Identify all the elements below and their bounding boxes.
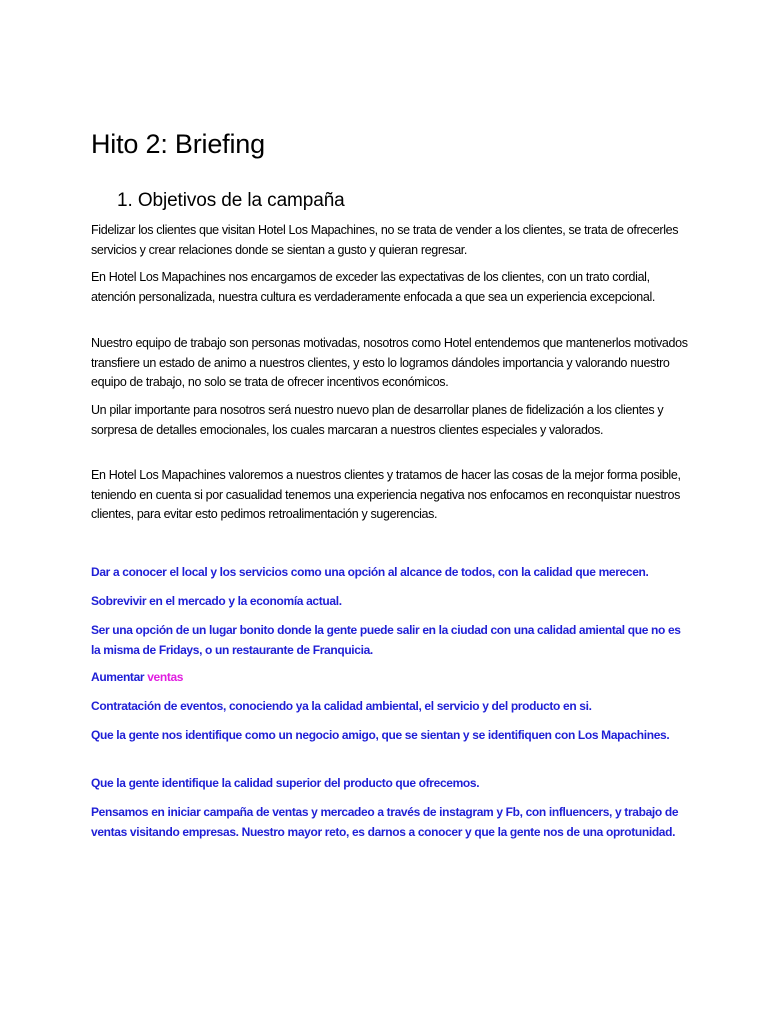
objective-item: Contratación de eventos, conociendo ya la calidad ambiental, el servicio y del producto en si. xyxy=(91,699,592,713)
intro-paragraph-4: Un pilar importante para nosotros será nuestro nuevo plan de desarrollar planes de fidelización a los clientes y sorpresa de detalles emocionales, los cuales marcaran a nuestros clientes especiales y valorados. xyxy=(91,403,664,437)
objective-item: Que la gente identifique la calidad superior del producto que ofrecemos. xyxy=(91,776,480,790)
objective-item: Ser una opción de un lugar bonito donde la gente puede salir en la ciudad con una calidad amiental que no es la misma de Fridays, o un restaurante de Franquicia. xyxy=(91,623,681,657)
intro-paragraph-5: En Hotel Los Mapachines valoremos a nuestros clientes y tratamos de hacer las cosas de la mejor forma posible, teniendo en cuenta si por casualidad tenemos una experiencia negativa nos enfocamos en reconquistar nuestros clientes, para evitar esto pedimos retroalimentación y sugerencias. xyxy=(91,468,681,521)
intro-paragraph-2: En Hotel Los Mapachines nos encargamos de exceder las expectativas de los clientes, con un trato cordial, atención personalizada, nuestra cultura es verdaderamente enfocada a que sea un experiencia excepcional. xyxy=(91,270,655,304)
objective-item: Dar a conocer el local y los servicios como una opción al alcance de todos, con la calidad que merecen. xyxy=(91,565,649,579)
highlight-text: ventas xyxy=(147,670,184,684)
objective-item: Sobrevivir en el mercado y la economía actual. xyxy=(91,594,342,608)
page-title: Hito 2: Briefing xyxy=(91,129,265,159)
objective-item: Pensamos en iniciar campaña de ventas y mercadeo a través de instagram y Fb, con influencers, y trabajo de ventas visitando empresas. Nuestro mayor reto, es darnos a conocer y que la gente nos de una oprotunidad. xyxy=(91,805,679,839)
objective-text: Aumentar xyxy=(91,670,148,684)
objective-item: Que la gente nos identifique como un negocio amigo, que se sientan y se identifiquen con Los Mapachines. xyxy=(91,728,670,742)
objective-item xyxy=(91,668,691,688)
intro-paragraph-1: Fidelizar los clientes que visitan Hotel Los Mapachines, no se trata de vender a los clientes, se trata de ofrecerles servicios y crear relaciones donde se sientan a gusto y quieran regresar. xyxy=(91,223,679,257)
intro-paragraph-3: Nuestro equipo de trabajo son personas motivadas, nosotros como Hotel entendemos que mantenerlos motivados transfiere un estado de animo a nuestros clientes, y esto lo logramos dándoles importancia y valorando nuestro equipo de trabajo, no solo se trata de ofrecer incentivos económicos. xyxy=(91,336,688,389)
section-heading: 1. Objetivos de la campaña xyxy=(117,190,345,211)
